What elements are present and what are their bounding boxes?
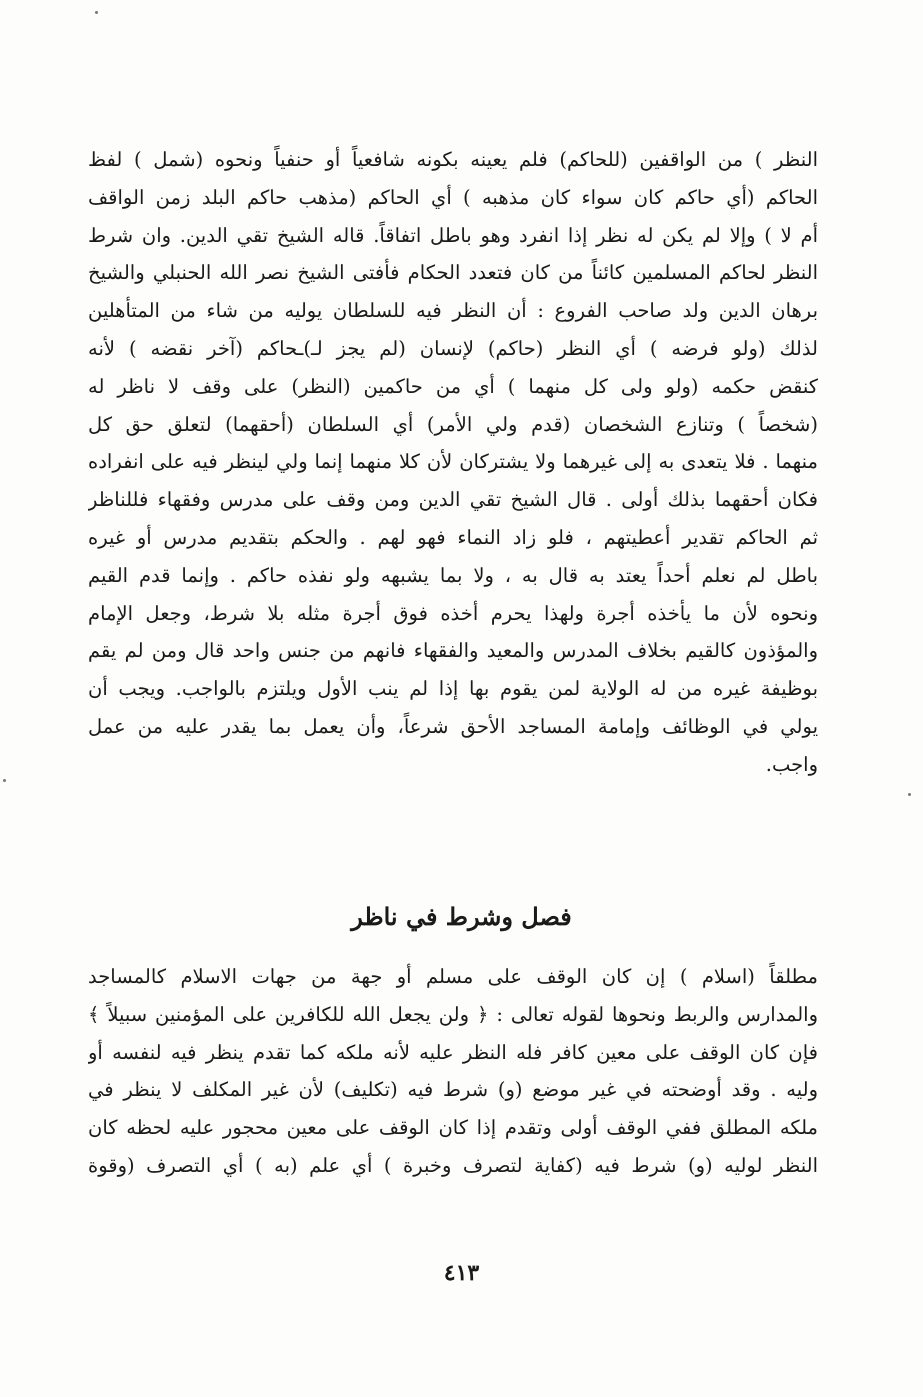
text-line: والمؤذون كالقيم بخلاف المدرس والمعيد والفقهاء فانهم من جنس واحد قال ومن لم يقم (88, 639, 818, 663)
text-line: بوظيفة غيره من له الولاية لمن يقوم بها إذا لم ينب الأول ويلتزم بالواجب. ويجب أن (88, 677, 818, 701)
text-line: (شخصاً ) وتنازع الشخصان (قدم ولي الأمر) أي السلطان (أحقهما) لتعلق حق كل (88, 412, 818, 436)
paragraph-2 (88, 958, 818, 1185)
text-line: كنقض حكمه (ولو ولى كل منهما ) أي من حاكمين (النظر) على وقف لا ناظر له (88, 374, 818, 398)
text-line: فإن كان الوقف على معين كافر فله النظر عليه لأنه ملكه كما تقدم ينظر فيه لنفسه أو (88, 1040, 818, 1064)
text-line: وليه . وقد أوضحته في غير موضع (و) شرط فيه (تكليف) لأن غير المكلف لا ينظر في (88, 1078, 818, 1102)
text-line: فكان أحقهما بذلك أولى . قال الشيخ تقي الدين ومن وقف على مدرس وفقهاء فللناظر (88, 488, 818, 512)
text-line: ونحوه لأن ما يأخذه أجرة ولهذا يحرم أخذه فوق أجرة مثله بلا شرط، وجعل الإمام (88, 601, 818, 625)
scan-speck (95, 11, 98, 14)
text-line: لذلك (ولو فرضه ) أي النظر (حاكم) لإنسان (لم يجز لـ)ـحاكم (آخر نقضه ) لأنه (88, 336, 818, 360)
text-line: برهان الدين ولد صاحب الفروع : أن النظر فيه للسلطان يوليه من شاء من المتأهلين (88, 299, 818, 323)
page-number: ٤١٣ (443, 1260, 480, 1286)
text-line: واجب. (765, 752, 818, 776)
paragraph-1 (88, 141, 818, 784)
scan-speck (3, 779, 6, 782)
text-line: النظر ) من الواقفين (للحاكم) فلم يعينه بكونه شافعياً أو حنفياً ونحوه (شمل ) لفظ (88, 148, 818, 171)
text-line: ثم الحاكم تقدير أعطيتهم ، فلو زاد النماء فهو لهم . والحكم بتقديم مدرس أو غيره (88, 525, 818, 549)
text-line: النظر لوليه (و) شرط فيه (كفاية لتصرف وخبرة ) أي علم (به ) أي التصرف (وقوة (88, 1153, 818, 1177)
text-line: والمدارس والربط ونحوها لقوله تعالى : ﴿ ولن يجعل الله للكافرين على المؤمنين سبيلاً ﴾ (88, 1002, 818, 1026)
text-line: ملكه المطلق ففي الوقف أولى وتقدم إذا كان الوقف على معين محجور عليه لحظه كان (88, 1116, 818, 1140)
text-line: الحاكم (أي حاكم كان سواء كان مذهبه ) أي الحاكم (مذهب حاكم البلد زمن الواقف (88, 185, 818, 209)
text-line: يولي في الوظائف وإمامة المساجد الأحق شرعاً، وأن يعمل بما يقدر عليه من عمل (88, 714, 818, 738)
text-line: أم لا ) وإلا لم يكن له نظر إذا انفرد وهو باطل اتفاقاً. قاله الشيخ تقي الدين. وان شرط (88, 223, 818, 247)
text-line: مطلقاً (اسلام ) إن كان الوقف على مسلم أو جهة من جهات الاسلام كالمساجد (88, 965, 818, 988)
text-line: النظر لحاكم المسلمين كائناً من كان فتعدد الحكام فأفتى الشيخ نصر الله الحنبلي والشيخ (88, 261, 818, 285)
text-line: منهما . فلا يتعدى به إلى غيرهما ولا يشتركان لأن كلا منهما إنما ولي لينظر فيه على انفراده (88, 450, 818, 474)
section-heading: فصل وشرط في ناظر (351, 902, 572, 931)
scan-speck (908, 793, 911, 796)
text-line: باطل لم نعلم أحداً يعتد به قال به ، ولا بما يشبهه ولو نفذه حاكم . وإنما قدم القيم (88, 563, 818, 587)
